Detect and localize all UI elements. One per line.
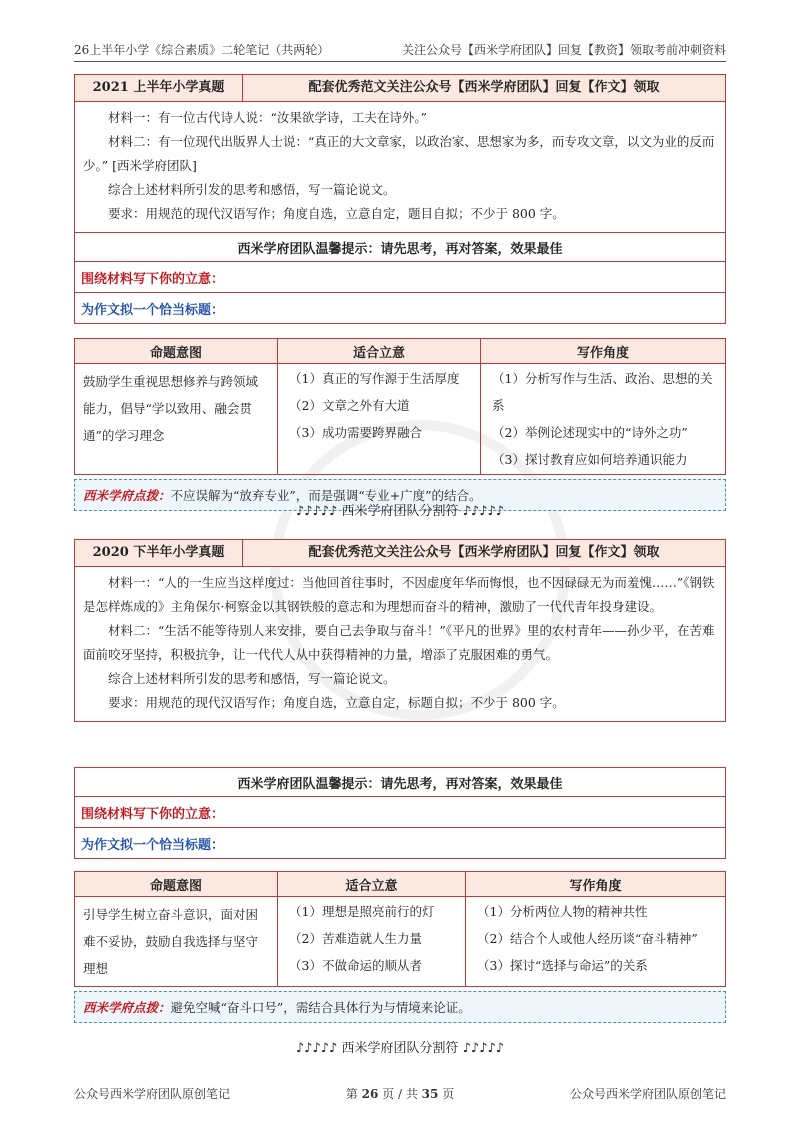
idea-item: （3）成功需要跨界融合	[289, 425, 422, 440]
idea-item: （1）理想是照亮前行的灯	[289, 904, 435, 919]
title-prompt: 为作文拟一个恰当标题：	[75, 828, 726, 859]
page-footer	[74, 1083, 726, 1103]
footer-left: 公众号西米学府团队原创笔记	[74, 1086, 231, 1101]
title-prompt: 为作文拟一个恰当标题：	[75, 293, 726, 324]
material-line: 要求：用规范的现代汉语写作；角度自选，立意自定，题目自拟；不少于 800 字。	[108, 206, 565, 221]
material-line: 材料二：有一位现代出版界人士说：“真正的大文章家，以政治家、思想家为多，而专攻文章，以文为业的反而少。” [西米学府团队]	[83, 134, 715, 173]
essay-tip: 配套优秀范文关注公众号【西米学府团队】回复【作文】领取	[243, 75, 726, 102]
angles-cell	[466, 897, 726, 987]
section-divider: ♪♪♪♪♪ 西米学府团队分割符 ♪♪♪♪♪	[295, 1041, 505, 1056]
warm-tip: 西米学府团队温馨提示：请先思考，再对答案，效果最佳	[75, 768, 726, 797]
idea-prompt: 围绕材料写下你的立意：	[75, 797, 726, 828]
col-header-intent: 命题意图	[75, 339, 278, 364]
idea-item: （1）真正的写作源于生活厚度	[289, 371, 460, 386]
ideas-cell	[278, 897, 466, 987]
col-header-intent: 命题意图	[75, 872, 278, 897]
col-header-ideas: 适合立意	[278, 872, 466, 897]
page-header	[74, 36, 726, 62]
tip-text: 避免空喊“奋斗口号”，需结合具体行为与情境来论证。	[170, 1000, 471, 1015]
col-header-angles: 写作角度	[466, 872, 726, 897]
material-line: 综合上述材料所引发的思考和感悟，写一篇论说文。	[108, 182, 396, 197]
intent-cell: 引导学生树立奋斗意识，面对困难不妥协，鼓励自我选择与坚守理想	[75, 897, 278, 987]
ideas-cell	[278, 364, 481, 475]
material-line: 材料二：“生活不能等待别人来安排，要自己去争取与奋斗！”《平凡的世界》里的农村青年——孙少平，在苦难面前咬牙坚持，积极抗争，让一代代人从中获得精神的力量，增添了克服困难的勇气。	[83, 623, 715, 662]
angle-item: （1）分析写作与生活、政治、思想的关系	[492, 371, 713, 413]
col-header-angles: 写作角度	[481, 339, 726, 364]
idea-item: （2）苦难造就人生力量	[289, 931, 422, 946]
material-text	[75, 567, 726, 722]
tip-tag: 西米学府点拨：	[83, 1000, 171, 1015]
col-header-ideas: 适合立意	[278, 339, 481, 364]
material-text	[75, 102, 726, 233]
material-line: 材料一：有一位古代诗人说：“汝果欲学诗，工夫在诗外。”	[108, 110, 428, 125]
idea-item: （2）文章之外有大道	[289, 398, 410, 413]
idea-prompt: 围绕材料写下你的立意：	[75, 262, 726, 293]
angle-item: （3）探讨“选择与命运”的关系	[477, 958, 648, 973]
total-pages: 35	[421, 1086, 439, 1101]
question-block-2020	[74, 539, 726, 722]
material-line: 材料一：“人的一生应当这样度过：当他回首往事时，不因虚度年华而悔恨，也不因碌碌无为而羞愧……”《钢铁是怎样炼成的》主角保尔·柯察金以其钢铁般的意志和为理想而奋斗的精神，激励了一代代青年投身建设。	[83, 575, 715, 614]
intent-cell: 鼓励学生重视思想修养与跨领域能力，倡导“学以致用、融会贯通”的学习理念	[75, 364, 278, 475]
question-block-2021	[74, 74, 726, 324]
warm-tip: 西米学府团队温馨提示：请先思考，再对答案，效果最佳	[75, 233, 726, 262]
analysis-block-2021	[74, 338, 726, 511]
section-divider: ♪♪♪♪♪ 西米学府团队分割符 ♪♪♪♪♪	[295, 504, 505, 519]
header-left: 26上半年小学《综合素质》二轮笔记（共两轮）	[74, 43, 330, 57]
analysis-block-2020	[74, 871, 726, 1023]
idea-item: （3）不做命运的顺从者	[289, 958, 422, 973]
question-year: 2020 下半年小学真题	[75, 540, 243, 567]
tip-text: 不应误解为“放弃专业”，而是强调“专业+广度”的结合。	[170, 488, 482, 503]
material-line: 综合上述材料所引发的思考和感悟，写一篇论说文。	[108, 671, 396, 686]
tip-tag: 西米学府点拨：	[83, 488, 171, 503]
header-right: 关注公众号【西米学府团队】回复【教资】领取考前冲刺资料	[401, 43, 726, 57]
material-line: 要求：用规范的现代汉语写作；角度自选，立意自定，标题自拟；不少于 800 字。	[108, 695, 565, 710]
current-page: 26	[361, 1086, 379, 1101]
angle-item: （2）举例论述现实中的“诗外之功”	[492, 425, 688, 440]
essay-tip: 配套优秀范文关注公众号【西米学府团队】回复【作文】领取	[243, 540, 726, 567]
question-year: 2021 上半年小学真题	[75, 75, 243, 102]
tip-box	[74, 991, 726, 1023]
prompt-block-2020	[74, 767, 726, 859]
angle-item: （2）结合个人或他人经历谈“奋斗精神”	[477, 931, 698, 946]
footer-right: 公众号西米学府团队原创笔记	[569, 1086, 726, 1101]
angle-item: （3）探讨教育应如何培养通识能力	[492, 452, 688, 467]
page-number: 第 26 页 / 共 35 页	[345, 1086, 455, 1101]
angle-item: （1）分析两位人物的精神共性	[477, 904, 648, 919]
angles-cell	[481, 364, 726, 475]
